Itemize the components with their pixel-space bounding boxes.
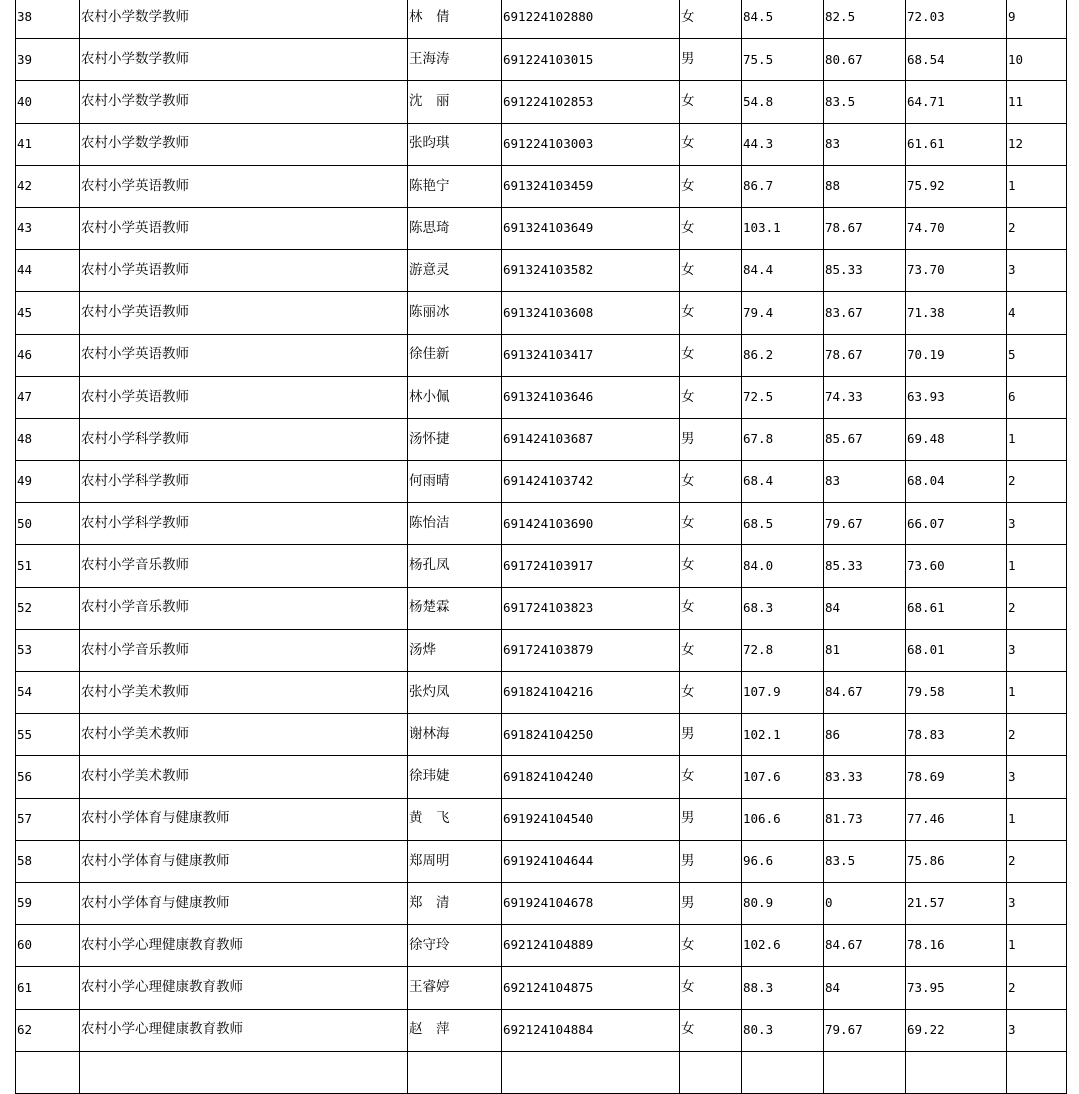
gender-cell: 女 [680,587,742,629]
total-score-cell [906,1051,1007,1093]
written-score-cell: 68.3 [742,587,824,629]
name-cell: 陈思琦 [408,207,502,249]
written-score-cell: 80.9 [742,882,824,924]
position-cell: 农村小学心理健康教育教师 [80,925,408,967]
seq-cell: 62 [16,1009,80,1051]
written-score-cell: 72.8 [742,629,824,671]
written-score-cell [742,1051,824,1093]
exam-id-cell: 691824104240 [502,756,680,798]
table-row [16,545,1067,587]
interview-score-cell: 83 [824,461,906,503]
table-row [16,334,1067,376]
table-row [16,925,1067,967]
total-score-cell: 73.95 [906,967,1007,1009]
written-score-cell: 80.3 [742,1009,824,1051]
name-cell: 黄 飞 [408,798,502,840]
name-cell: 陈怡洁 [408,503,502,545]
total-score-cell: 61.61 [906,123,1007,165]
exam-id-cell: 691724103823 [502,587,680,629]
interview-score-cell: 84.67 [824,925,906,967]
name-cell: 徐玮婕 [408,756,502,798]
total-score-cell: 77.46 [906,798,1007,840]
position-cell: 农村小学英语教师 [80,376,408,418]
rank-cell: 4 [1007,292,1067,334]
exam-id-cell: 691724103917 [502,545,680,587]
position-cell: 农村小学美术教师 [80,714,408,756]
interview-score-cell: 83.5 [824,840,906,882]
rank-cell: 2 [1007,461,1067,503]
table-row [16,165,1067,207]
total-score-cell: 68.01 [906,629,1007,671]
position-cell [80,1051,408,1093]
total-score-cell: 64.71 [906,81,1007,123]
gender-cell: 女 [680,292,742,334]
exam-id-cell: 691324103608 [502,292,680,334]
score-table-body [16,0,1067,1093]
position-cell: 农村小学美术教师 [80,672,408,714]
rank-cell: 12 [1007,123,1067,165]
position-cell: 农村小学英语教师 [80,207,408,249]
name-cell: 郑周明 [408,840,502,882]
total-score-cell: 68.54 [906,39,1007,81]
rank-cell: 3 [1007,503,1067,545]
rank-cell: 3 [1007,756,1067,798]
total-score-cell: 69.48 [906,418,1007,460]
rank-cell: 6 [1007,376,1067,418]
total-score-cell: 78.16 [906,925,1007,967]
seq-cell: 48 [16,418,80,460]
exam-id-cell: 692124104889 [502,925,680,967]
exam-id-cell: 691824104216 [502,672,680,714]
seq-cell: 55 [16,714,80,756]
position-cell: 农村小学数学教师 [80,39,408,81]
exam-id-cell: 692124104875 [502,967,680,1009]
written-score-cell: 75.5 [742,39,824,81]
seq-cell: 56 [16,756,80,798]
total-score-cell: 79.58 [906,672,1007,714]
gender-cell: 男 [680,798,742,840]
total-score-cell: 63.93 [906,376,1007,418]
table-row [16,714,1067,756]
total-score-cell: 69.22 [906,1009,1007,1051]
total-score-cell: 70.19 [906,334,1007,376]
position-cell: 农村小学体育与健康教师 [80,798,408,840]
written-score-cell: 79.4 [742,292,824,334]
rank-cell: 9 [1007,0,1067,39]
interview-score-cell: 84 [824,967,906,1009]
written-score-cell: 44.3 [742,123,824,165]
exam-id-cell: 691224103015 [502,39,680,81]
position-cell: 农村小学英语教师 [80,334,408,376]
total-score-cell: 73.60 [906,545,1007,587]
position-cell: 农村小学科学教师 [80,461,408,503]
written-score-cell: 86.7 [742,165,824,207]
seq-cell: 53 [16,629,80,671]
interview-score-cell: 85.33 [824,250,906,292]
total-score-cell: 72.03 [906,0,1007,39]
rank-cell: 5 [1007,334,1067,376]
table-row [16,376,1067,418]
rank-cell: 2 [1007,714,1067,756]
written-score-cell: 102.6 [742,925,824,967]
gender-cell [680,1051,742,1093]
seq-cell [16,1051,80,1093]
rank-cell: 1 [1007,165,1067,207]
total-score-cell: 75.86 [906,840,1007,882]
rank-cell: 1 [1007,672,1067,714]
gender-cell: 男 [680,714,742,756]
rank-cell: 3 [1007,882,1067,924]
total-score-cell: 74.70 [906,207,1007,249]
total-score-cell: 75.92 [906,165,1007,207]
name-cell: 林 倩 [408,0,502,39]
name-cell: 谢林海 [408,714,502,756]
seq-cell: 39 [16,39,80,81]
interview-score-cell: 79.67 [824,503,906,545]
total-score-cell: 68.61 [906,587,1007,629]
table-row [16,81,1067,123]
table-row [16,672,1067,714]
interview-score-cell: 81.73 [824,798,906,840]
exam-id-cell: 692124104884 [502,1009,680,1051]
interview-score-cell: 83.33 [824,756,906,798]
table-row [16,0,1067,39]
gender-cell: 女 [680,629,742,671]
seq-cell: 54 [16,672,80,714]
name-cell: 张灼凤 [408,672,502,714]
exam-id-cell: 691724103879 [502,629,680,671]
position-cell: 农村小学美术教师 [80,756,408,798]
rank-cell [1007,1051,1067,1093]
position-cell: 农村小学音乐教师 [80,587,408,629]
interview-score-cell: 85.33 [824,545,906,587]
seq-cell: 45 [16,292,80,334]
name-cell: 陈艳宁 [408,165,502,207]
written-score-cell: 72.5 [742,376,824,418]
table-row [16,1009,1067,1051]
position-cell: 农村小学音乐教师 [80,629,408,671]
interview-score-cell: 81 [824,629,906,671]
name-cell: 王睿婷 [408,967,502,1009]
interview-score-cell [824,1051,906,1093]
seq-cell: 42 [16,165,80,207]
interview-score-cell: 74.33 [824,376,906,418]
written-score-cell: 54.8 [742,81,824,123]
gender-cell: 女 [680,123,742,165]
exam-id-cell: 691324103417 [502,334,680,376]
gender-cell: 女 [680,967,742,1009]
total-score-cell: 66.07 [906,503,1007,545]
gender-cell: 女 [680,925,742,967]
seq-cell: 46 [16,334,80,376]
rank-cell: 3 [1007,1009,1067,1051]
position-cell: 农村小学英语教师 [80,165,408,207]
written-score-cell: 107.6 [742,756,824,798]
rank-cell: 1 [1007,545,1067,587]
name-cell [408,1051,502,1093]
total-score-cell: 68.04 [906,461,1007,503]
seq-cell: 60 [16,925,80,967]
seq-cell: 43 [16,207,80,249]
gender-cell: 男 [680,840,742,882]
gender-cell: 女 [680,461,742,503]
name-cell: 汤烨 [408,629,502,671]
table-row [16,967,1067,1009]
name-cell: 沈 丽 [408,81,502,123]
name-cell: 赵 萍 [408,1009,502,1051]
interview-score-cell: 79.67 [824,1009,906,1051]
interview-score-cell: 86 [824,714,906,756]
total-score-cell: 73.70 [906,250,1007,292]
exam-id-cell: 691924104540 [502,798,680,840]
gender-cell: 女 [680,503,742,545]
exam-id-cell: 691924104678 [502,882,680,924]
rank-cell: 2 [1007,587,1067,629]
table-row [16,123,1067,165]
gender-cell: 女 [680,672,742,714]
seq-cell: 47 [16,376,80,418]
table-row [16,292,1067,334]
seq-cell: 40 [16,81,80,123]
seq-cell: 52 [16,587,80,629]
position-cell: 农村小学数学教师 [80,0,408,39]
position-cell: 农村小学英语教师 [80,292,408,334]
rank-cell: 2 [1007,207,1067,249]
seq-cell: 49 [16,461,80,503]
table-row [16,503,1067,545]
table-row [16,250,1067,292]
rank-cell: 3 [1007,629,1067,671]
written-score-cell: 102.1 [742,714,824,756]
position-cell: 农村小学科学教师 [80,503,408,545]
name-cell: 杨孔凤 [408,545,502,587]
seq-cell: 61 [16,967,80,1009]
written-score-cell: 67.8 [742,418,824,460]
table-row [16,756,1067,798]
table-row [16,418,1067,460]
interview-score-cell: 83 [824,123,906,165]
interview-score-cell: 88 [824,165,906,207]
gender-cell: 女 [680,81,742,123]
interview-score-cell: 78.67 [824,207,906,249]
written-score-cell: 84.0 [742,545,824,587]
position-cell: 农村小学科学教师 [80,418,408,460]
seq-cell: 57 [16,798,80,840]
rank-cell: 1 [1007,925,1067,967]
position-cell: 农村小学心理健康教育教师 [80,967,408,1009]
position-cell: 农村小学数学教师 [80,123,408,165]
written-score-cell: 84.5 [742,0,824,39]
written-score-cell: 107.9 [742,672,824,714]
name-cell: 徐佳新 [408,334,502,376]
total-score-cell: 21.57 [906,882,1007,924]
rank-cell: 10 [1007,39,1067,81]
table-row [16,629,1067,671]
written-score-cell: 86.2 [742,334,824,376]
exam-id-cell: 691324103582 [502,250,680,292]
position-cell: 农村小学心理健康教育教师 [80,1009,408,1051]
name-cell: 王海涛 [408,39,502,81]
written-score-cell: 103.1 [742,207,824,249]
gender-cell: 女 [680,207,742,249]
position-cell: 农村小学英语教师 [80,250,408,292]
interview-score-cell: 84 [824,587,906,629]
table-row [16,207,1067,249]
seq-cell: 59 [16,882,80,924]
seq-cell: 50 [16,503,80,545]
name-cell: 陈丽冰 [408,292,502,334]
table-row [16,882,1067,924]
seq-cell: 41 [16,123,80,165]
name-cell: 张昀琪 [408,123,502,165]
exam-id-cell: 691324103649 [502,207,680,249]
seq-cell: 51 [16,545,80,587]
total-score-cell: 71.38 [906,292,1007,334]
table-row [16,587,1067,629]
written-score-cell: 96.6 [742,840,824,882]
seq-cell: 38 [16,0,80,39]
position-cell: 农村小学体育与健康教师 [80,840,408,882]
table-row [16,798,1067,840]
rank-cell: 2 [1007,840,1067,882]
exam-id-cell: 691224103003 [502,123,680,165]
exam-id-cell: 691324103646 [502,376,680,418]
name-cell: 游意灵 [408,250,502,292]
name-cell: 何雨晴 [408,461,502,503]
interview-score-cell: 78.67 [824,334,906,376]
name-cell: 郑 清 [408,882,502,924]
interview-score-cell: 0 [824,882,906,924]
gender-cell: 女 [680,250,742,292]
written-score-cell: 84.4 [742,250,824,292]
rank-cell: 11 [1007,81,1067,123]
score-table [15,0,1067,1094]
written-score-cell: 106.6 [742,798,824,840]
gender-cell: 女 [680,165,742,207]
rank-cell: 1 [1007,418,1067,460]
seq-cell: 44 [16,250,80,292]
position-cell: 农村小学数学教师 [80,81,408,123]
exam-id-cell: 691224102880 [502,0,680,39]
rank-cell: 2 [1007,967,1067,1009]
exam-id-cell: 691824104250 [502,714,680,756]
interview-score-cell: 82.5 [824,0,906,39]
interview-score-cell: 84.67 [824,672,906,714]
table-row [16,39,1067,81]
total-score-cell: 78.83 [906,714,1007,756]
exam-id-cell: 691424103690 [502,503,680,545]
total-score-cell: 78.69 [906,756,1007,798]
position-cell: 农村小学音乐教师 [80,545,408,587]
rank-cell: 3 [1007,250,1067,292]
gender-cell: 女 [680,0,742,39]
table-row [16,840,1067,882]
gender-cell: 女 [680,756,742,798]
gender-cell: 女 [680,334,742,376]
name-cell: 杨楚霖 [408,587,502,629]
gender-cell: 女 [680,376,742,418]
exam-id-cell: 691424103742 [502,461,680,503]
gender-cell: 男 [680,39,742,81]
written-score-cell: 88.3 [742,967,824,1009]
interview-score-cell: 83.5 [824,81,906,123]
exam-id-cell: 691324103459 [502,165,680,207]
name-cell: 林小佩 [408,376,502,418]
seq-cell: 58 [16,840,80,882]
exam-id-cell [502,1051,680,1093]
gender-cell: 男 [680,882,742,924]
table-row [16,461,1067,503]
rank-cell: 1 [1007,798,1067,840]
exam-id-cell: 691224102853 [502,81,680,123]
interview-score-cell: 80.67 [824,39,906,81]
written-score-cell: 68.4 [742,461,824,503]
name-cell: 徐守玲 [408,925,502,967]
written-score-cell: 68.5 [742,503,824,545]
exam-id-cell: 691424103687 [502,418,680,460]
table-row [16,1051,1067,1093]
position-cell: 农村小学体育与健康教师 [80,882,408,924]
interview-score-cell: 85.67 [824,418,906,460]
name-cell: 汤怀捷 [408,418,502,460]
interview-score-cell: 83.67 [824,292,906,334]
gender-cell: 女 [680,1009,742,1051]
gender-cell: 女 [680,545,742,587]
exam-id-cell: 691924104644 [502,840,680,882]
gender-cell: 男 [680,418,742,460]
